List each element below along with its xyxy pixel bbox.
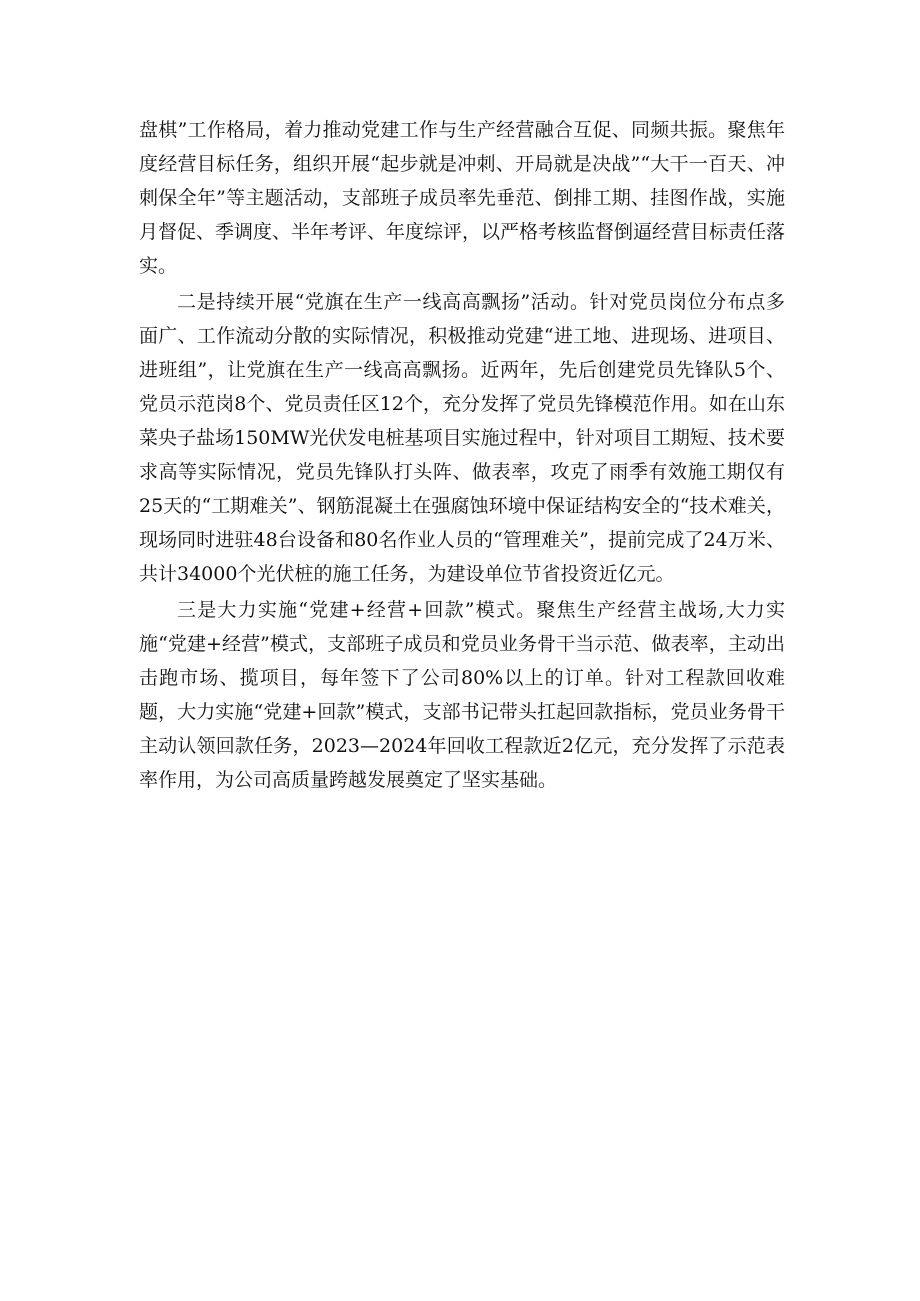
paragraph-party-building-model: 三是大力实施“党建+经营+回款”模式。聚焦生产经营主战场,大力实施“党建+经营”模式，支部班子成员和党员业务骨干当示范、做表率，主动出击跑市场、揽项目，每年签下了公司80%以上的订单。针对工程款回收难题，大力实施“党建+回款”模式，支部书记带头扛起回款指标，党员业务骨干主动认领回款任务，2023—2024年回收工程款近2亿元，充分发挥了示范表率作用，为公司高质量跨越发展奠定了坚实基础。 bbox=[139, 599, 785, 791]
document-body bbox=[139, 113, 785, 799]
paragraph-continuation: 盘棋”工作格局，着力推动党建工作与生产经营融合互促、同频共振。聚焦年度经营目标任务，组织开展“起步就是冲刺、开局就是决战”“大干一百天、冲刺保全年”等主题活动，支部班子成员率先垂范、倒排工期、挂图作战，实施月督促、季调度、半年考评、年度综评，以严格考核监督倒逼经营目标责任落实。 bbox=[139, 119, 786, 277]
paragraph-party-flag-activity: 二是持续开展“党旗在生产一线高高飘扬”活动。针对党员岗位分布点多面广、工作流动分散的实际情况，积极推动党建“进工地、进现场、进项目、进班组”，让党旗在生产一线高高飘扬。近两年，先后创建党员先锋队5个、党员示范岗8个、党员责任区12个，充分发挥了党员先锋模范作用。如在山东菜央子盐场150MW光伏发电桩基项目实施过程中，针对项目工期短、技术要求高等实际情况，党员先锋队打头阵、做表率，攻克了雨季有效施工期仅有25天的“工期难关”、钢筋混凝土在强腐蚀环境中保证结构安全的“技术难关，现场同时进驻48台设备和80名作业人员的“管理难关”，提前完成了24万米、共计34000个光伏桩的施工任务，为建设单位节省投资近亿元。 bbox=[139, 291, 785, 585]
